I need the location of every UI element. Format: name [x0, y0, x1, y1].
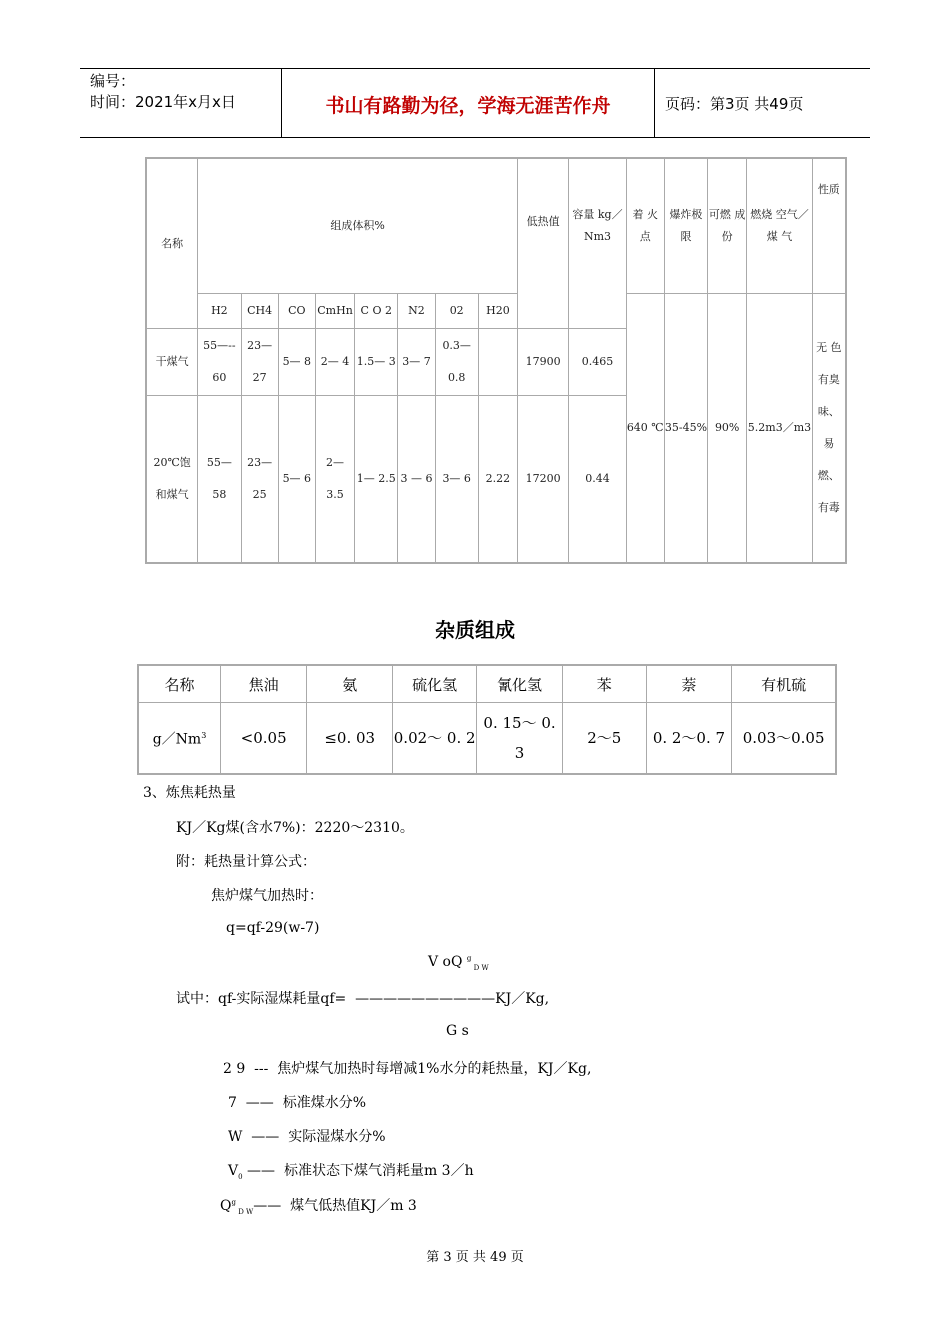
- density-value: 0.465: [569, 329, 626, 396]
- table-cell: 2— 3.5: [315, 396, 354, 564]
- column-header: 焦油: [221, 665, 307, 703]
- component-header: H2: [198, 294, 241, 329]
- symbol-sup: g: [231, 1198, 236, 1207]
- header-page: 页码：第3页 共49页: [665, 95, 804, 113]
- property-header: 性质: [812, 158, 846, 294]
- component-header: CH4: [241, 294, 278, 329]
- explosion-header: 爆炸极 限: [664, 158, 707, 294]
- table-cell: 0.02～ 0. 2: [393, 703, 477, 775]
- column-header: 萘: [646, 665, 732, 703]
- body-line: 焦炉煤气加热时：: [211, 888, 323, 904]
- property-value: 无 色 有臭 味、 易 燃、 有毒: [812, 294, 846, 564]
- impurity-table: [137, 664, 837, 775]
- table-cell: 5— 8: [278, 329, 315, 396]
- table-cell: 0. 2～0. 7: [646, 703, 732, 775]
- explosion-value: 35-45%: [664, 294, 707, 564]
- table-header-row: [138, 665, 836, 703]
- column-header: 硫化氢: [393, 665, 477, 703]
- density-value: 0.44: [569, 396, 626, 564]
- doc-date: 时间：2021年x月x日: [90, 93, 236, 111]
- table-cell: 2— 4: [315, 329, 354, 396]
- table-cell: 0. 15～ 0. 3: [477, 703, 563, 775]
- table-cell: 1— 2.5: [355, 396, 398, 564]
- table-cell: 55— 58: [198, 396, 241, 564]
- ignition-value: 640 ℃: [626, 294, 664, 564]
- impurity-title: 杂质组成: [435, 618, 515, 642]
- symbol-q: Q: [220, 1198, 232, 1214]
- table-cell: 0.3— 0.8: [435, 329, 478, 396]
- component-header: C O 2: [355, 294, 398, 329]
- air-value: 5.2m3／m3: [747, 294, 812, 564]
- heat-header: 低热值: [518, 158, 569, 329]
- table-cell: ≤0. 03: [307, 703, 393, 775]
- column-header: 氨: [307, 665, 393, 703]
- numerator-sup: g: [466, 954, 472, 963]
- page-footer: 第 3 页 共 49 页: [426, 1250, 524, 1265]
- definition-line: 2 9 --- 焦炉煤气加热时每增减1%水分的耗热量，KJ／Kg,: [223, 1061, 592, 1077]
- table-row: [138, 703, 836, 775]
- numerator-text: V oQ: [428, 954, 467, 970]
- table-cell: <0.05: [221, 703, 307, 775]
- air-header: 燃烧 空气／煤 气: [747, 158, 812, 294]
- table-cell: 3— 6: [435, 396, 478, 564]
- definition-line: [228, 1160, 474, 1181]
- row-name: 干煤气: [146, 329, 198, 396]
- body-line: KJ／Kg煤(含水7%)：2220～2310。: [176, 820, 414, 836]
- numerator-sub: D W: [471, 963, 489, 972]
- formula-line: 试中：qf-实际湿煤耗量qf= ——————————KJ／Kg,: [176, 991, 550, 1007]
- row-name: 20℃饱 和煤气: [146, 396, 198, 564]
- definition-line: 7 —— 标准煤水分%: [228, 1095, 367, 1111]
- body-line: 附：耗热量计算公式：: [176, 854, 316, 870]
- symbol-v: V: [228, 1163, 239, 1179]
- table-cell: 2～5: [562, 703, 646, 775]
- definition-line: W —— 实际湿煤水分%: [228, 1129, 386, 1145]
- header-left: [90, 71, 236, 113]
- formula-line: q=qf-29(w-7): [226, 920, 320, 936]
- col-name-header: 名称: [146, 158, 198, 329]
- table-cell: [478, 329, 517, 396]
- column-header: 有机硫: [732, 665, 836, 703]
- component-header: 02: [435, 294, 478, 329]
- section-heading: 3、炼焦耗热量: [143, 785, 236, 801]
- component-header: CmHn: [315, 294, 354, 329]
- table-cell: 5— 6: [278, 396, 315, 564]
- gas-property-table: [145, 157, 847, 564]
- composition-header: 组成体积%: [198, 158, 518, 294]
- symbol-sub: D W: [235, 1207, 254, 1216]
- definition-text: —— 标准状态下煤气消耗量m 3／h: [242, 1163, 474, 1179]
- definition-line: [220, 1195, 417, 1216]
- table-cell: 1.5— 3: [355, 329, 398, 396]
- heat-value: 17900: [518, 329, 569, 396]
- header-divider: [654, 69, 655, 137]
- table-cell: 3 — 6: [398, 396, 435, 564]
- page-header: [80, 68, 870, 138]
- formula-numerator: [428, 954, 489, 972]
- component-header: N2: [398, 294, 435, 329]
- table-cell: 23— 25: [241, 396, 278, 564]
- column-header: 名称: [138, 665, 221, 703]
- table-cell: 0.03～0.05: [732, 703, 836, 775]
- unit-cell: [138, 703, 221, 775]
- header-motto: 书山有路勤为径，学海无涯苦作舟: [325, 95, 611, 117]
- density-header: 容量 kg／Nm3: [569, 158, 626, 329]
- ignition-header: 着 火 点: [626, 158, 664, 294]
- combustible-header: 可燃 成份: [708, 158, 747, 294]
- unit-text: g／Nm: [152, 731, 202, 748]
- component-header: H20: [478, 294, 517, 329]
- combustible-value: 90%: [708, 294, 747, 564]
- table-cell: 2.22: [478, 396, 517, 564]
- definition-text: —— 煤气低热值KJ／m 3: [253, 1198, 417, 1214]
- symbol-sub: 0: [238, 1172, 243, 1181]
- unit-superscript: 3: [201, 731, 207, 741]
- doc-number: 编号：: [90, 72, 136, 90]
- table-cell: 55—-- 60: [198, 329, 241, 396]
- column-header: 氰化氢: [477, 665, 563, 703]
- heat-value: 17200: [518, 396, 569, 564]
- column-header: 苯: [562, 665, 646, 703]
- component-header: CO: [278, 294, 315, 329]
- table-cell: 23— 27: [241, 329, 278, 396]
- formula-denominator: G s: [446, 1023, 469, 1039]
- table-cell: 3— 7: [398, 329, 435, 396]
